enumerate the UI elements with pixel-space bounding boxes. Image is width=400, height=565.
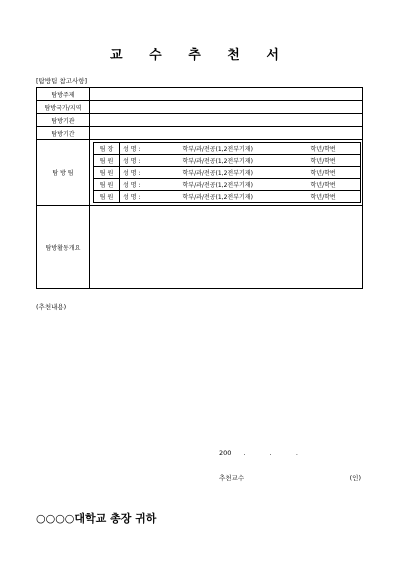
- institution-label: 탐방기관: [37, 114, 90, 127]
- member-year-label: 학년/학번: [308, 155, 361, 167]
- member-row: [94, 155, 361, 167]
- member-year-label: 학년/학번: [308, 191, 361, 203]
- theme-label: 탐방주제: [37, 88, 90, 101]
- period-label: 탐방기간: [37, 127, 90, 140]
- members-table: [93, 142, 361, 203]
- theme-value: [90, 88, 363, 101]
- member-name-label: 성 명 :: [120, 179, 180, 191]
- period-value: [90, 127, 363, 140]
- member-row: [94, 191, 361, 203]
- member-role: 팀 원: [94, 155, 120, 167]
- member-role: 팀 원: [94, 179, 120, 191]
- member-major-label: 학부/과/전공(1,2전부기재): [180, 143, 308, 155]
- date-sep-1: .: [243, 449, 246, 457]
- member-year-label: 학년/학번: [308, 143, 361, 155]
- member-name-label: 성 명 :: [120, 191, 180, 203]
- recommendation-label: (추천내용): [36, 303, 67, 311]
- member-row: [94, 167, 361, 179]
- member-row: [94, 179, 361, 191]
- date-year: 200: [219, 449, 232, 457]
- addressee: ○○○○대학교 총장 귀하: [36, 512, 157, 525]
- overview-label: 탐방활동개요: [37, 206, 90, 289]
- member-name-label: 성 명 :: [120, 143, 180, 155]
- team-label: 탐 방 팀: [37, 140, 90, 206]
- reference-label: [탐방팀 참고사항]: [36, 77, 88, 85]
- professor-label: 추천교수: [219, 474, 245, 482]
- date-line: [219, 449, 298, 457]
- member-name-label: 성 명 :: [120, 167, 180, 179]
- member-major-label: 학부/과/전공(1,2전부기재): [180, 167, 308, 179]
- seal-label: (인): [349, 474, 361, 482]
- team-members-cell: [90, 140, 363, 206]
- member-role: 팀 원: [94, 191, 120, 203]
- member-name-label: 성 명 :: [120, 155, 180, 167]
- member-major-label: 학부/과/전공(1,2전부기재): [180, 191, 308, 203]
- member-major-label: 학부/과/전공(1,2전부기재): [180, 155, 308, 167]
- country-value: [90, 101, 363, 114]
- member-year-label: 학년/학번: [308, 167, 361, 179]
- member-role: 팀 장: [94, 143, 120, 155]
- institution-value: [90, 114, 363, 127]
- member-year-label: 학년/학번: [308, 179, 361, 191]
- professor-signature-line: [219, 473, 361, 482]
- document-title: 교 수 추 천 서: [110, 48, 290, 63]
- country-label: 탐방국가/지역: [37, 101, 90, 114]
- member-major-label: 학부/과/전공(1,2전부기재): [180, 179, 308, 191]
- overview-value: [90, 206, 363, 289]
- member-row: [94, 143, 361, 155]
- date-sep-3: .: [295, 449, 298, 457]
- team-info-table: [36, 87, 363, 289]
- member-role: 팀 원: [94, 167, 120, 179]
- date-sep-2: .: [269, 449, 272, 457]
